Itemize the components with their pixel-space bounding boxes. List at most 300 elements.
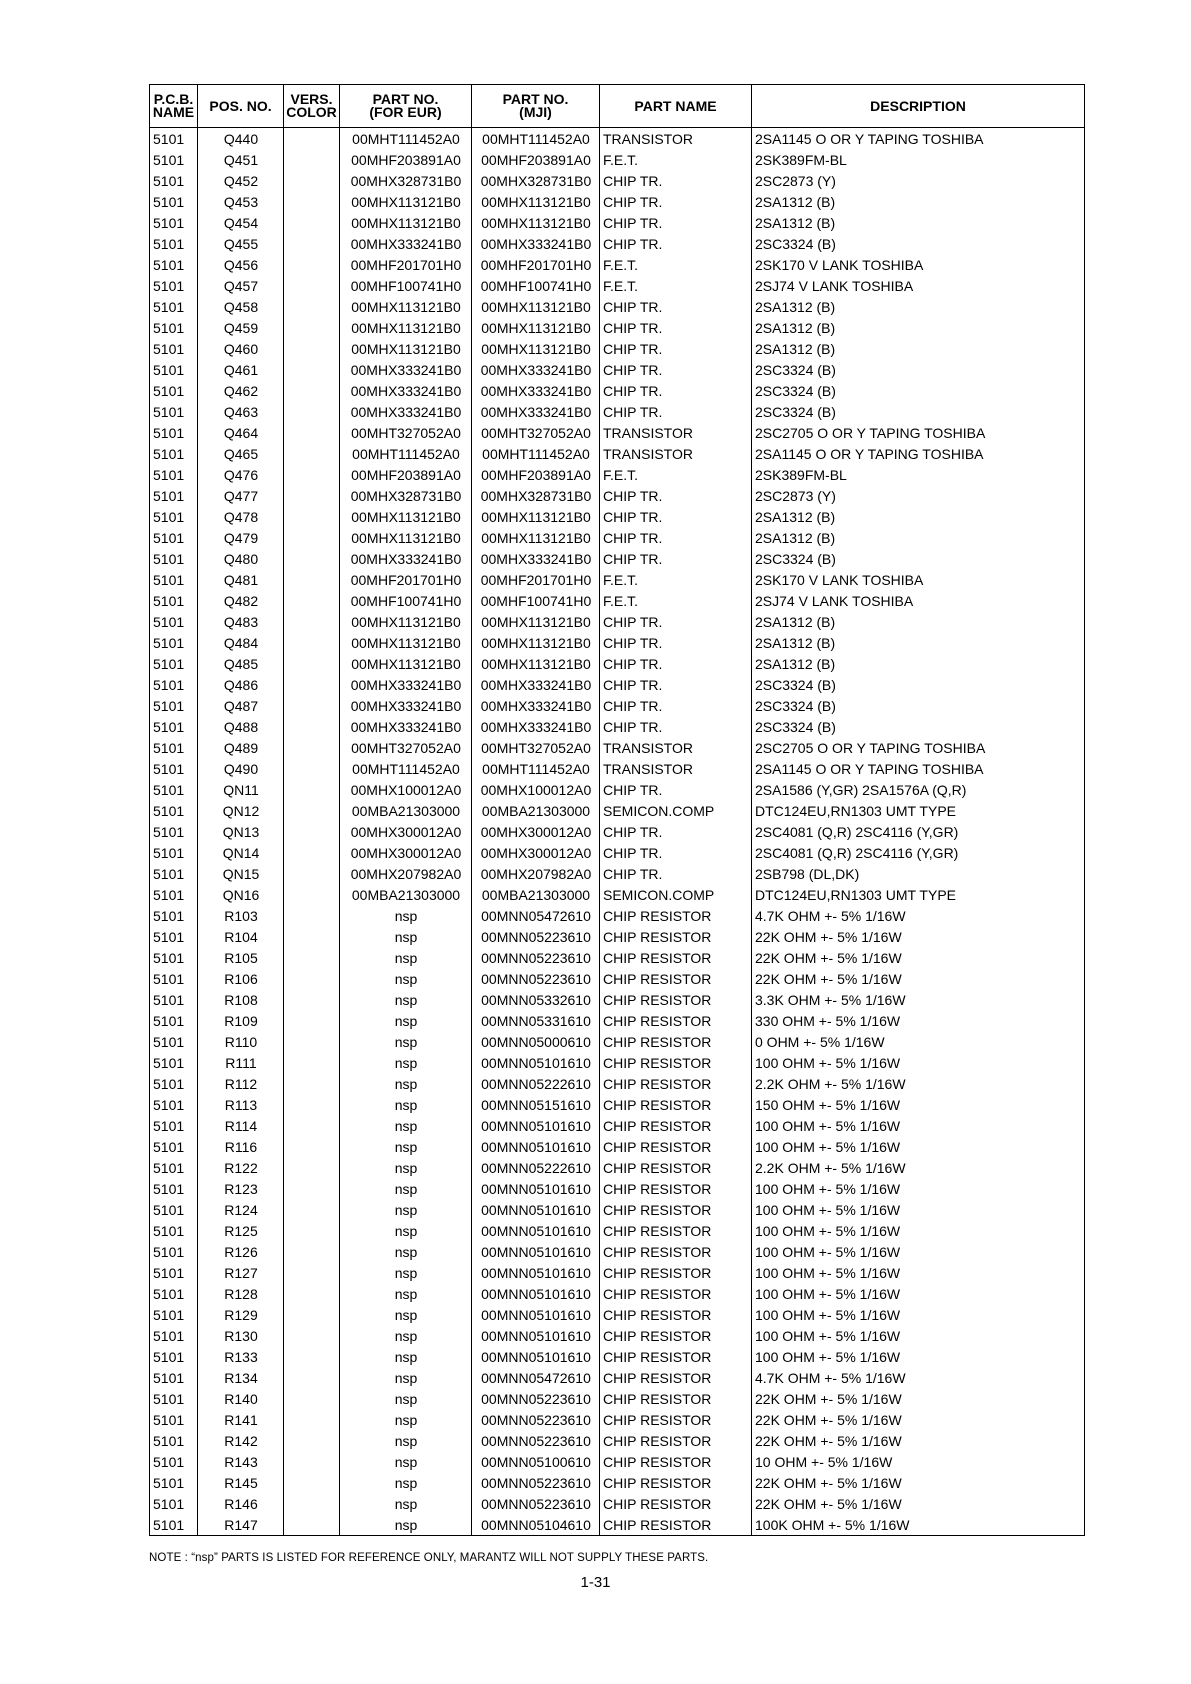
pcb-name-cell: 5101 bbox=[150, 1157, 198, 1178]
description-cell: 2SA1312 (B) bbox=[752, 506, 1085, 527]
pcb-name-cell: 5101 bbox=[150, 401, 198, 422]
description-cell: 150 OHM +- 5% 1/16W bbox=[752, 1094, 1085, 1115]
part-no-eur-cell: nsp bbox=[340, 1220, 472, 1241]
pos-no-cell: R146 bbox=[198, 1493, 284, 1514]
part-no-eur-cell: 00MHX333241B0 bbox=[340, 695, 472, 716]
part-name-cell: CHIP TR. bbox=[600, 359, 752, 380]
table-row bbox=[150, 1115, 1085, 1136]
description-cell: 2SK170 V LANK TOSHIBA bbox=[752, 569, 1085, 590]
pos-no-cell: Q484 bbox=[198, 632, 284, 653]
header-pcb-line2: NAME bbox=[152, 104, 195, 120]
pos-no-cell: R108 bbox=[198, 989, 284, 1010]
table-row bbox=[150, 1031, 1085, 1052]
part-no-mji-cell: 00MHF203891A0 bbox=[472, 149, 600, 170]
part-no-mji-cell: 00MNN05101610 bbox=[472, 1283, 600, 1304]
part-no-eur-cell: 00MHX333241B0 bbox=[340, 716, 472, 737]
vers-color-cell bbox=[284, 485, 340, 506]
description-cell: 2SC3324 (B) bbox=[752, 716, 1085, 737]
table-row bbox=[150, 1157, 1085, 1178]
part-no-mji-cell: 00MNN05332610 bbox=[472, 989, 600, 1010]
description-cell: 100 OHM +- 5% 1/16W bbox=[752, 1136, 1085, 1157]
vers-color-cell bbox=[284, 758, 340, 779]
header-pcb-line1: P.C.B. bbox=[153, 91, 194, 107]
table-row bbox=[150, 1493, 1085, 1514]
pos-no-cell: QN15 bbox=[198, 863, 284, 884]
vers-color-cell bbox=[284, 254, 340, 275]
table-row bbox=[150, 611, 1085, 632]
pcb-name-cell: 5101 bbox=[150, 884, 198, 905]
description-cell: 2SA1586 (Y,GR) 2SA1576A (Q,R) bbox=[752, 779, 1085, 800]
table-row bbox=[150, 737, 1085, 758]
pcb-name-cell: 5101 bbox=[150, 443, 198, 464]
part-no-mji-cell: 00MHX333241B0 bbox=[472, 401, 600, 422]
table-row bbox=[150, 1262, 1085, 1283]
part-name-cell: CHIP TR. bbox=[600, 317, 752, 338]
vers-color-cell bbox=[284, 1262, 340, 1283]
part-name-cell: TRANSISTOR bbox=[600, 422, 752, 443]
header-mji-line2: (MJI) bbox=[519, 104, 552, 120]
header-pos-no: POS. NO. bbox=[198, 85, 284, 128]
pcb-name-cell: 5101 bbox=[150, 380, 198, 401]
vers-color-cell bbox=[284, 1388, 340, 1409]
pcb-name-cell: 5101 bbox=[150, 191, 198, 212]
part-no-mji-cell: 00MNN05223610 bbox=[472, 947, 600, 968]
part-no-mji-cell: 00MHX333241B0 bbox=[472, 548, 600, 569]
vers-color-cell bbox=[284, 401, 340, 422]
pos-no-cell: Q460 bbox=[198, 338, 284, 359]
table-row bbox=[150, 296, 1085, 317]
part-no-mji-cell: 00MNN05101610 bbox=[472, 1262, 600, 1283]
table-row bbox=[150, 1430, 1085, 1451]
pos-no-cell: Q458 bbox=[198, 296, 284, 317]
part-no-mji-cell: 00MNN05223610 bbox=[472, 1430, 600, 1451]
part-no-mji-cell: 00MHF203891A0 bbox=[472, 464, 600, 485]
pos-no-cell: Q464 bbox=[198, 422, 284, 443]
part-name-cell: F.E.T. bbox=[600, 275, 752, 296]
description-cell: 2SA1312 (B) bbox=[752, 191, 1085, 212]
part-no-eur-cell: 00MHF203891A0 bbox=[340, 464, 472, 485]
table-row bbox=[150, 170, 1085, 191]
part-no-mji-cell: 00MHX333241B0 bbox=[472, 716, 600, 737]
part-no-mji-cell: 00MHF100741H0 bbox=[472, 275, 600, 296]
table-row bbox=[150, 1346, 1085, 1367]
table-row bbox=[150, 1388, 1085, 1409]
part-no-eur-cell: 00MHT327052A0 bbox=[340, 422, 472, 443]
description-cell: 10 OHM +- 5% 1/16W bbox=[752, 1451, 1085, 1472]
table-row bbox=[150, 254, 1085, 275]
header-description: DESCRIPTION bbox=[752, 85, 1085, 128]
vers-color-cell bbox=[284, 191, 340, 212]
pcb-name-cell: 5101 bbox=[150, 1493, 198, 1514]
vers-color-cell bbox=[284, 695, 340, 716]
pos-no-cell: R114 bbox=[198, 1115, 284, 1136]
part-no-mji-cell: 00MNN05223610 bbox=[472, 1472, 600, 1493]
table-row bbox=[150, 1136, 1085, 1157]
pos-no-cell: Q453 bbox=[198, 191, 284, 212]
description-cell: 2SB798 (DL,DK) bbox=[752, 863, 1085, 884]
vers-color-cell bbox=[284, 1031, 340, 1052]
description-cell: 2SA1312 (B) bbox=[752, 212, 1085, 233]
pos-no-cell: R128 bbox=[198, 1283, 284, 1304]
part-no-eur-cell: nsp bbox=[340, 947, 472, 968]
pos-no-cell: R112 bbox=[198, 1073, 284, 1094]
part-no-eur-cell: nsp bbox=[340, 1493, 472, 1514]
pos-no-cell: Q459 bbox=[198, 317, 284, 338]
pcb-name-cell: 5101 bbox=[150, 1346, 198, 1367]
part-name-cell: CHIP TR. bbox=[600, 506, 752, 527]
description-cell: 100 OHM +- 5% 1/16W bbox=[752, 1052, 1085, 1073]
part-no-mji-cell: 00MHF201701H0 bbox=[472, 254, 600, 275]
description-cell: 100 OHM +- 5% 1/16W bbox=[752, 1283, 1085, 1304]
vers-color-cell bbox=[284, 716, 340, 737]
part-no-mji-cell: 00MNN05101610 bbox=[472, 1346, 600, 1367]
part-no-mji-cell: 00MNN05472610 bbox=[472, 905, 600, 926]
vers-color-cell bbox=[284, 779, 340, 800]
pcb-name-cell: 5101 bbox=[150, 1388, 198, 1409]
pcb-name-cell: 5101 bbox=[150, 1430, 198, 1451]
part-no-eur-cell: nsp bbox=[340, 1283, 472, 1304]
part-name-cell: CHIP RESISTOR bbox=[600, 1430, 752, 1451]
pos-no-cell: R133 bbox=[198, 1346, 284, 1367]
part-name-cell: TRANSISTOR bbox=[600, 128, 752, 150]
table-row bbox=[150, 149, 1085, 170]
part-name-cell: CHIP RESISTOR bbox=[600, 1115, 752, 1136]
header-vers-line1: VERS. bbox=[290, 91, 333, 107]
part-name-cell: CHIP TR. bbox=[600, 527, 752, 548]
part-name-cell: CHIP RESISTOR bbox=[600, 1409, 752, 1430]
header-eur-line2: (FOR EUR) bbox=[369, 104, 442, 120]
part-no-eur-cell: 00MHT111452A0 bbox=[340, 758, 472, 779]
pos-no-cell: R142 bbox=[198, 1430, 284, 1451]
part-no-mji-cell: 00MHT111452A0 bbox=[472, 443, 600, 464]
table-row bbox=[150, 212, 1085, 233]
part-no-mji-cell: 00MNN05223610 bbox=[472, 1493, 600, 1514]
pos-no-cell: Q457 bbox=[198, 275, 284, 296]
part-name-cell: CHIP RESISTOR bbox=[600, 1514, 752, 1536]
description-cell: 22K OHM +- 5% 1/16W bbox=[752, 1430, 1085, 1451]
part-no-eur-cell: 00MHX113121B0 bbox=[340, 296, 472, 317]
description-cell: 100 OHM +- 5% 1/16W bbox=[752, 1115, 1085, 1136]
vers-color-cell bbox=[284, 1283, 340, 1304]
part-name-cell: CHIP RESISTOR bbox=[600, 947, 752, 968]
part-no-mji-cell: 00MNN05101610 bbox=[472, 1220, 600, 1241]
pcb-name-cell: 5101 bbox=[150, 422, 198, 443]
part-no-mji-cell: 00MNN05101610 bbox=[472, 1304, 600, 1325]
header-part-name: PART NAME bbox=[600, 85, 752, 128]
part-no-eur-cell: 00MHF100741H0 bbox=[340, 275, 472, 296]
part-name-cell: CHIP TR. bbox=[600, 779, 752, 800]
pcb-name-cell: 5101 bbox=[150, 485, 198, 506]
pcb-name-cell: 5101 bbox=[150, 1115, 198, 1136]
vers-color-cell bbox=[284, 863, 340, 884]
part-name-cell: CHIP TR. bbox=[600, 653, 752, 674]
pos-no-cell: R122 bbox=[198, 1157, 284, 1178]
pos-no-cell: R103 bbox=[198, 905, 284, 926]
pcb-name-cell: 5101 bbox=[150, 296, 198, 317]
pcb-name-cell: 5101 bbox=[150, 653, 198, 674]
description-cell: 2SC4081 (Q,R) 2SC4116 (Y,GR) bbox=[752, 842, 1085, 863]
part-no-eur-cell: nsp bbox=[340, 1409, 472, 1430]
pos-no-cell: R125 bbox=[198, 1220, 284, 1241]
pcb-name-cell: 5101 bbox=[150, 233, 198, 254]
pcb-name-cell: 5101 bbox=[150, 947, 198, 968]
part-no-eur-cell: nsp bbox=[340, 1304, 472, 1325]
description-cell: 100 OHM +- 5% 1/16W bbox=[752, 1178, 1085, 1199]
description-cell: 2SA1145 O OR Y TAPING TOSHIBA bbox=[752, 758, 1085, 779]
part-no-mji-cell: 00MNN05101610 bbox=[472, 1115, 600, 1136]
part-no-eur-cell: 00MHX207982A0 bbox=[340, 863, 472, 884]
table-row bbox=[150, 359, 1085, 380]
pos-no-cell: R105 bbox=[198, 947, 284, 968]
pcb-name-cell: 5101 bbox=[150, 1220, 198, 1241]
table-row bbox=[150, 548, 1085, 569]
table-row bbox=[150, 317, 1085, 338]
part-name-cell: CHIP TR. bbox=[600, 548, 752, 569]
pcb-name-cell: 5101 bbox=[150, 527, 198, 548]
part-no-mji-cell: 00MHX328731B0 bbox=[472, 170, 600, 191]
part-name-cell: F.E.T. bbox=[600, 464, 752, 485]
header-pcb-name bbox=[150, 85, 198, 128]
pcb-name-cell: 5101 bbox=[150, 989, 198, 1010]
description-cell: 330 OHM +- 5% 1/16W bbox=[752, 1010, 1085, 1031]
pcb-name-cell: 5101 bbox=[150, 1178, 198, 1199]
part-name-cell: CHIP RESISTOR bbox=[600, 1220, 752, 1241]
part-name-cell: F.E.T. bbox=[600, 149, 752, 170]
pos-no-cell: R147 bbox=[198, 1514, 284, 1536]
pcb-name-cell: 5101 bbox=[150, 1409, 198, 1430]
table-row bbox=[150, 989, 1085, 1010]
parts-list-body bbox=[150, 128, 1085, 1536]
table-row bbox=[150, 338, 1085, 359]
description-cell: 2SJ74 V LANK TOSHIBA bbox=[752, 590, 1085, 611]
part-no-mji-cell: 00MNN05104610 bbox=[472, 1514, 600, 1536]
vers-color-cell bbox=[284, 1220, 340, 1241]
part-name-cell: CHIP RESISTOR bbox=[600, 905, 752, 926]
pos-no-cell: Q452 bbox=[198, 170, 284, 191]
vers-color-cell bbox=[284, 590, 340, 611]
part-no-mji-cell: 00MHT111452A0 bbox=[472, 758, 600, 779]
vers-color-cell bbox=[284, 947, 340, 968]
pos-no-cell: R109 bbox=[198, 1010, 284, 1031]
part-no-mji-cell: 00MHX113121B0 bbox=[472, 632, 600, 653]
part-no-eur-cell: 00MHX328731B0 bbox=[340, 485, 472, 506]
part-no-eur-cell: nsp bbox=[340, 1178, 472, 1199]
part-no-mji-cell: 00MNN05331610 bbox=[472, 1010, 600, 1031]
part-no-eur-cell: 00MHX100012A0 bbox=[340, 779, 472, 800]
pos-no-cell: R113 bbox=[198, 1094, 284, 1115]
part-name-cell: CHIP RESISTOR bbox=[600, 1178, 752, 1199]
description-cell: 100 OHM +- 5% 1/16W bbox=[752, 1241, 1085, 1262]
part-name-cell: CHIP TR. bbox=[600, 674, 752, 695]
part-no-mji-cell: 00MHX113121B0 bbox=[472, 212, 600, 233]
part-name-cell: CHIP RESISTOR bbox=[600, 1472, 752, 1493]
pos-no-cell: Q480 bbox=[198, 548, 284, 569]
part-name-cell: CHIP TR. bbox=[600, 632, 752, 653]
part-name-cell: CHIP RESISTOR bbox=[600, 1241, 752, 1262]
part-no-eur-cell: 00MHX333241B0 bbox=[340, 674, 472, 695]
part-no-mji-cell: 00MHX300012A0 bbox=[472, 842, 600, 863]
pcb-name-cell: 5101 bbox=[150, 1367, 198, 1388]
part-no-eur-cell: 00MHX113121B0 bbox=[340, 212, 472, 233]
vers-color-cell bbox=[284, 821, 340, 842]
part-no-eur-cell: 00MHX333241B0 bbox=[340, 380, 472, 401]
part-no-mji-cell: 00MNN05222610 bbox=[472, 1073, 600, 1094]
pcb-name-cell: 5101 bbox=[150, 1010, 198, 1031]
description-cell: 3.3K OHM +- 5% 1/16W bbox=[752, 989, 1085, 1010]
vers-color-cell bbox=[284, 422, 340, 443]
part-no-mji-cell: 00MBA21303000 bbox=[472, 800, 600, 821]
part-name-cell: CHIP RESISTOR bbox=[600, 1388, 752, 1409]
pcb-name-cell: 5101 bbox=[150, 863, 198, 884]
table-row bbox=[150, 779, 1085, 800]
pos-no-cell: Q462 bbox=[198, 380, 284, 401]
table-row bbox=[150, 863, 1085, 884]
pos-no-cell: QN14 bbox=[198, 842, 284, 863]
part-no-mji-cell: 00MHX333241B0 bbox=[472, 695, 600, 716]
part-name-cell: F.E.T. bbox=[600, 590, 752, 611]
part-name-cell: CHIP RESISTOR bbox=[600, 1073, 752, 1094]
part-no-eur-cell: 00MHT327052A0 bbox=[340, 737, 472, 758]
part-no-mji-cell: 00MNN05101610 bbox=[472, 1136, 600, 1157]
part-no-eur-cell: nsp bbox=[340, 1052, 472, 1073]
part-name-cell: CHIP RESISTOR bbox=[600, 989, 752, 1010]
pos-no-cell: R124 bbox=[198, 1199, 284, 1220]
part-name-cell: CHIP RESISTOR bbox=[600, 1031, 752, 1052]
pcb-name-cell: 5101 bbox=[150, 359, 198, 380]
part-no-mji-cell: 00MHF201701H0 bbox=[472, 569, 600, 590]
description-cell: 2SA1312 (B) bbox=[752, 317, 1085, 338]
vers-color-cell bbox=[284, 212, 340, 233]
part-no-eur-cell: nsp bbox=[340, 1451, 472, 1472]
part-name-cell: TRANSISTOR bbox=[600, 443, 752, 464]
part-name-cell: CHIP TR. bbox=[600, 821, 752, 842]
vers-color-cell bbox=[284, 1157, 340, 1178]
vers-color-cell bbox=[284, 317, 340, 338]
table-row bbox=[150, 401, 1085, 422]
part-name-cell: CHIP RESISTOR bbox=[600, 1451, 752, 1472]
part-no-eur-cell: nsp bbox=[340, 1241, 472, 1262]
description-cell: 2SK170 V LANK TOSHIBA bbox=[752, 254, 1085, 275]
pcb-name-cell: 5101 bbox=[150, 1094, 198, 1115]
part-name-cell: CHIP RESISTOR bbox=[600, 1283, 752, 1304]
part-no-mji-cell: 00MNN05151610 bbox=[472, 1094, 600, 1115]
part-no-eur-cell: 00MHX113121B0 bbox=[340, 527, 472, 548]
part-no-mji-cell: 00MNN05000610 bbox=[472, 1031, 600, 1052]
table-row bbox=[150, 695, 1085, 716]
description-cell: 4.7K OHM +- 5% 1/16W bbox=[752, 1367, 1085, 1388]
table-row bbox=[150, 506, 1085, 527]
table-row bbox=[150, 128, 1085, 150]
part-no-eur-cell: nsp bbox=[340, 1472, 472, 1493]
vers-color-cell bbox=[284, 1199, 340, 1220]
description-cell: 2.2K OHM +- 5% 1/16W bbox=[752, 1073, 1085, 1094]
vers-color-cell bbox=[284, 1010, 340, 1031]
part-name-cell: CHIP TR. bbox=[600, 296, 752, 317]
pcb-name-cell: 5101 bbox=[150, 1283, 198, 1304]
part-no-eur-cell: 00MHF100741H0 bbox=[340, 590, 472, 611]
header-vers-color bbox=[284, 85, 340, 128]
part-no-eur-cell: nsp bbox=[340, 1094, 472, 1115]
pos-no-cell: QN16 bbox=[198, 884, 284, 905]
page-number: 1-31 bbox=[580, 1574, 611, 1591]
part-no-mji-cell: 00MNN05101610 bbox=[472, 1199, 600, 1220]
description-cell: 22K OHM +- 5% 1/16W bbox=[752, 926, 1085, 947]
pos-no-cell: R110 bbox=[198, 1031, 284, 1052]
pos-no-cell: Q487 bbox=[198, 695, 284, 716]
description-cell: 100 OHM +- 5% 1/16W bbox=[752, 1220, 1085, 1241]
pos-no-cell: Q488 bbox=[198, 716, 284, 737]
pos-no-cell: Q455 bbox=[198, 233, 284, 254]
part-no-eur-cell: nsp bbox=[340, 1073, 472, 1094]
part-no-mji-cell: 00MNN05223610 bbox=[472, 968, 600, 989]
part-no-mji-cell: 00MHX333241B0 bbox=[472, 674, 600, 695]
table-row bbox=[150, 1325, 1085, 1346]
vers-color-cell bbox=[284, 884, 340, 905]
vers-color-cell bbox=[284, 632, 340, 653]
pcb-name-cell: 5101 bbox=[150, 1472, 198, 1493]
vers-color-cell bbox=[284, 1346, 340, 1367]
vers-color-cell bbox=[284, 275, 340, 296]
part-no-eur-cell: 00MHX113121B0 bbox=[340, 653, 472, 674]
pcb-name-cell: 5101 bbox=[150, 275, 198, 296]
part-no-mji-cell: 00MNN05223610 bbox=[472, 926, 600, 947]
part-no-eur-cell: 00MHX333241B0 bbox=[340, 401, 472, 422]
part-no-mji-cell: 00MHX100012A0 bbox=[472, 779, 600, 800]
pos-no-cell: Q490 bbox=[198, 758, 284, 779]
pos-no-cell: R141 bbox=[198, 1409, 284, 1430]
part-no-eur-cell: 00MHT111452A0 bbox=[340, 443, 472, 464]
part-no-eur-cell: nsp bbox=[340, 1430, 472, 1451]
part-no-mji-cell: 00MHX113121B0 bbox=[472, 191, 600, 212]
part-no-eur-cell: 00MHX113121B0 bbox=[340, 191, 472, 212]
description-cell: 100 OHM +- 5% 1/16W bbox=[752, 1199, 1085, 1220]
pcb-name-cell: 5101 bbox=[150, 170, 198, 191]
part-no-mji-cell: 00MHT327052A0 bbox=[472, 737, 600, 758]
vers-color-cell bbox=[284, 1367, 340, 1388]
table-row bbox=[150, 905, 1085, 926]
table-row bbox=[150, 821, 1085, 842]
pcb-name-cell: 5101 bbox=[150, 1199, 198, 1220]
table-row bbox=[150, 1304, 1085, 1325]
part-no-eur-cell: 00MHX328731B0 bbox=[340, 170, 472, 191]
description-cell: 100 OHM +- 5% 1/16W bbox=[752, 1304, 1085, 1325]
pcb-name-cell: 5101 bbox=[150, 1262, 198, 1283]
part-no-eur-cell: nsp bbox=[340, 968, 472, 989]
table-row bbox=[150, 464, 1085, 485]
part-no-eur-cell: 00MHX113121B0 bbox=[340, 338, 472, 359]
pcb-name-cell: 5101 bbox=[150, 926, 198, 947]
table-row bbox=[150, 800, 1085, 821]
vers-color-cell bbox=[284, 380, 340, 401]
part-no-mji-cell: 00MHX207982A0 bbox=[472, 863, 600, 884]
part-no-mji-cell: 00MNN05101610 bbox=[472, 1241, 600, 1262]
part-no-mji-cell: 00MHX113121B0 bbox=[472, 527, 600, 548]
part-no-eur-cell: 00MHX333241B0 bbox=[340, 548, 472, 569]
footer-note: NOTE : “nsp” PARTS IS LISTED FOR REFERENCE ONLY, MARANTZ WILL NOT SUPPLY THESE PARTS. bbox=[149, 1552, 709, 1564]
pcb-name-cell: 5101 bbox=[150, 128, 198, 150]
description-cell: 2SC3324 (B) bbox=[752, 233, 1085, 254]
part-no-mji-cell: 00MNN05223610 bbox=[472, 1409, 600, 1430]
vers-color-cell bbox=[284, 905, 340, 926]
pos-no-cell: Q465 bbox=[198, 443, 284, 464]
description-cell: DTC124EU,RN1303 UMT TYPE bbox=[752, 884, 1085, 905]
part-no-mji-cell: 00MHX300012A0 bbox=[472, 821, 600, 842]
part-no-eur-cell: nsp bbox=[340, 1514, 472, 1536]
part-no-eur-cell: nsp bbox=[340, 1157, 472, 1178]
description-cell: 2SA1312 (B) bbox=[752, 611, 1085, 632]
pcb-name-cell: 5101 bbox=[150, 254, 198, 275]
table-row bbox=[150, 590, 1085, 611]
